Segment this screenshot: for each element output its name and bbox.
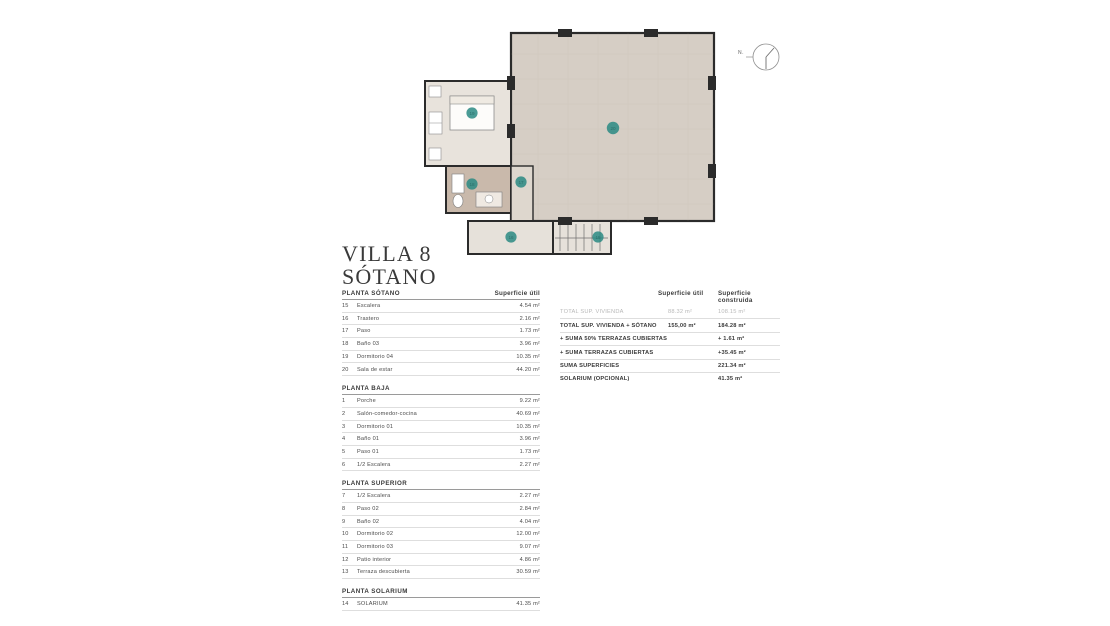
row-number: 14 bbox=[342, 601, 349, 608]
row-value: 40.69 m² bbox=[516, 410, 540, 417]
title-line-1: VILLA 8 bbox=[342, 241, 432, 266]
row-number: 13 bbox=[342, 569, 349, 576]
floor-plan bbox=[408, 24, 738, 264]
section-header-sotano bbox=[342, 290, 540, 300]
table-row bbox=[342, 395, 540, 408]
row-label: Baño 02 bbox=[357, 518, 380, 525]
row-label: Dormitorio 02 bbox=[357, 531, 394, 538]
row-number: 8 bbox=[342, 506, 346, 513]
table-row bbox=[342, 421, 540, 434]
compass-north-label: N. bbox=[738, 50, 744, 56]
row-value: 9.22 m² bbox=[519, 398, 540, 405]
column-header-util: Superficie útil bbox=[494, 290, 540, 297]
row-label: Dormitorio 01 bbox=[357, 423, 394, 430]
table-row bbox=[342, 566, 540, 579]
row-value-util: 88.32 m² bbox=[668, 309, 693, 316]
row-label: Dormitorio 03 bbox=[357, 544, 394, 551]
table-row bbox=[342, 598, 540, 611]
table-row bbox=[560, 306, 780, 319]
row-number: 6 bbox=[342, 461, 346, 468]
row-value-const: + 1.61 m² bbox=[718, 336, 745, 343]
table-row bbox=[560, 360, 780, 373]
svg-text:15: 15 bbox=[595, 234, 601, 240]
row-value: 10.35 m² bbox=[516, 423, 540, 430]
row-label: Paso 02 bbox=[357, 506, 379, 513]
table-row bbox=[342, 490, 540, 503]
row-label: TOTAL SUP. VIVIENDA + SÓTANO bbox=[560, 322, 657, 329]
table-row bbox=[342, 351, 540, 364]
row-label: Escalera bbox=[357, 303, 381, 310]
row-number: 10 bbox=[342, 531, 349, 538]
row-value-const: 221.34 m² bbox=[718, 362, 746, 369]
section-header-baja bbox=[342, 385, 540, 395]
row-number: 16 bbox=[342, 315, 349, 322]
row-label: Dormitorio 04 bbox=[357, 353, 394, 360]
row-label: + SUMA TERRAZAS CUBIERTAS bbox=[560, 349, 654, 356]
row-number: 15 bbox=[342, 303, 349, 310]
row-number: 2 bbox=[342, 410, 346, 417]
svg-text:17: 17 bbox=[518, 179, 524, 185]
section-title: PLANTA SOLARIUM bbox=[342, 588, 408, 596]
row-value: 1.73 m² bbox=[519, 328, 540, 335]
table-row bbox=[342, 433, 540, 446]
totals-table bbox=[560, 290, 780, 385]
row-value: 3.96 m² bbox=[519, 341, 540, 348]
table-row bbox=[342, 313, 540, 326]
table-row bbox=[342, 363, 540, 376]
section-title: PLANTA BAJA bbox=[342, 385, 390, 393]
table-row bbox=[342, 459, 540, 472]
row-value: 4.86 m² bbox=[519, 556, 540, 563]
row-value-util: 155,00 m² bbox=[668, 322, 696, 329]
table-row bbox=[342, 541, 540, 554]
row-value: 41.35 m² bbox=[516, 601, 540, 608]
row-label: Paso 01 bbox=[357, 448, 379, 455]
row-value: 10.35 m² bbox=[516, 353, 540, 360]
column-header-util: Superficie útil bbox=[658, 290, 704, 297]
svg-text:19: 19 bbox=[469, 110, 475, 116]
row-value: 9.07 m² bbox=[519, 544, 540, 551]
row-label: Terraza descubierta bbox=[357, 569, 410, 576]
row-label: SUMA SUPERFICIES bbox=[560, 362, 620, 369]
row-number: 4 bbox=[342, 436, 346, 443]
table-row bbox=[342, 325, 540, 338]
row-value: 2.27 m² bbox=[519, 461, 540, 468]
row-number: 12 bbox=[342, 556, 349, 563]
row-value: 2.84 m² bbox=[519, 506, 540, 513]
row-value: 2.27 m² bbox=[519, 493, 540, 500]
row-number: 19 bbox=[342, 353, 349, 360]
row-label: Salón-comedor-cocina bbox=[357, 410, 417, 417]
table-row bbox=[342, 446, 540, 459]
row-label: Patio interior bbox=[357, 556, 392, 563]
row-label: Baño 01 bbox=[357, 436, 380, 443]
row-number: 1 bbox=[342, 398, 346, 405]
row-label: 1/2 Escalera bbox=[357, 493, 391, 500]
row-label: Sala de estar bbox=[357, 366, 393, 373]
row-number: 11 bbox=[342, 544, 349, 551]
section-title: PLANTA SUPERIOR bbox=[342, 480, 408, 488]
row-number: 9 bbox=[342, 518, 346, 525]
row-label: Paso bbox=[357, 328, 371, 335]
row-label: Baño 03 bbox=[357, 341, 380, 348]
row-number: 17 bbox=[342, 328, 349, 335]
row-number: 7 bbox=[342, 493, 346, 500]
table-row bbox=[560, 346, 780, 359]
row-number: 3 bbox=[342, 423, 346, 430]
table-row bbox=[342, 516, 540, 529]
table-row bbox=[342, 300, 540, 313]
section-header-solarium bbox=[342, 588, 540, 598]
row-label: TOTAL SUP. VIVIENDA bbox=[560, 309, 624, 316]
row-label: SOLARIUM (OPCIONAL) bbox=[560, 376, 630, 383]
row-value: 12.00 m² bbox=[516, 531, 540, 538]
row-value-const: +35.45 m² bbox=[718, 349, 746, 356]
table-row bbox=[342, 528, 540, 541]
row-label: + SUMA 50% TERRAZAS CUBIERTAS bbox=[560, 336, 668, 343]
svg-text:20: 20 bbox=[610, 126, 616, 131]
row-number: 18 bbox=[342, 341, 349, 348]
table-row bbox=[560, 373, 780, 385]
row-number: 5 bbox=[342, 448, 346, 455]
row-value: 30.59 m² bbox=[516, 569, 540, 576]
surface-schedule-table bbox=[342, 290, 540, 611]
totals-table-header bbox=[560, 290, 780, 306]
row-label: SOLARIUM bbox=[357, 601, 388, 608]
svg-text:16: 16 bbox=[508, 234, 514, 240]
row-label: Trastero bbox=[357, 315, 380, 322]
table-row bbox=[342, 503, 540, 516]
row-label: Porche bbox=[357, 398, 376, 405]
row-label: 1/2 Escalera bbox=[357, 461, 391, 468]
table-row bbox=[342, 338, 540, 351]
row-value: 4.54 m² bbox=[519, 303, 540, 310]
table-row bbox=[342, 408, 540, 421]
row-value-const: 41.35 m² bbox=[718, 376, 743, 383]
row-number: 20 bbox=[342, 366, 349, 373]
row-value: 4.04 m² bbox=[519, 518, 540, 525]
section-header-superior bbox=[342, 480, 540, 490]
row-value: 2.16 m² bbox=[519, 315, 540, 322]
table-row bbox=[560, 319, 780, 332]
svg-text:18: 18 bbox=[469, 181, 475, 187]
compass-rose bbox=[738, 38, 784, 78]
row-value-const: 184.28 m² bbox=[718, 322, 746, 329]
row-value: 44.20 m² bbox=[516, 366, 540, 373]
table-row bbox=[560, 333, 780, 346]
section-title: PLANTA SÓTANO bbox=[342, 290, 400, 297]
page-title bbox=[342, 243, 437, 289]
row-value: 3.96 m² bbox=[519, 436, 540, 443]
title-line-2: SÓTANO bbox=[342, 264, 437, 289]
row-value-const: 108.15 m² bbox=[718, 309, 746, 316]
column-header-const: Superficie construida bbox=[718, 290, 753, 304]
table-row bbox=[342, 554, 540, 567]
row-value: 1.73 m² bbox=[519, 448, 540, 455]
